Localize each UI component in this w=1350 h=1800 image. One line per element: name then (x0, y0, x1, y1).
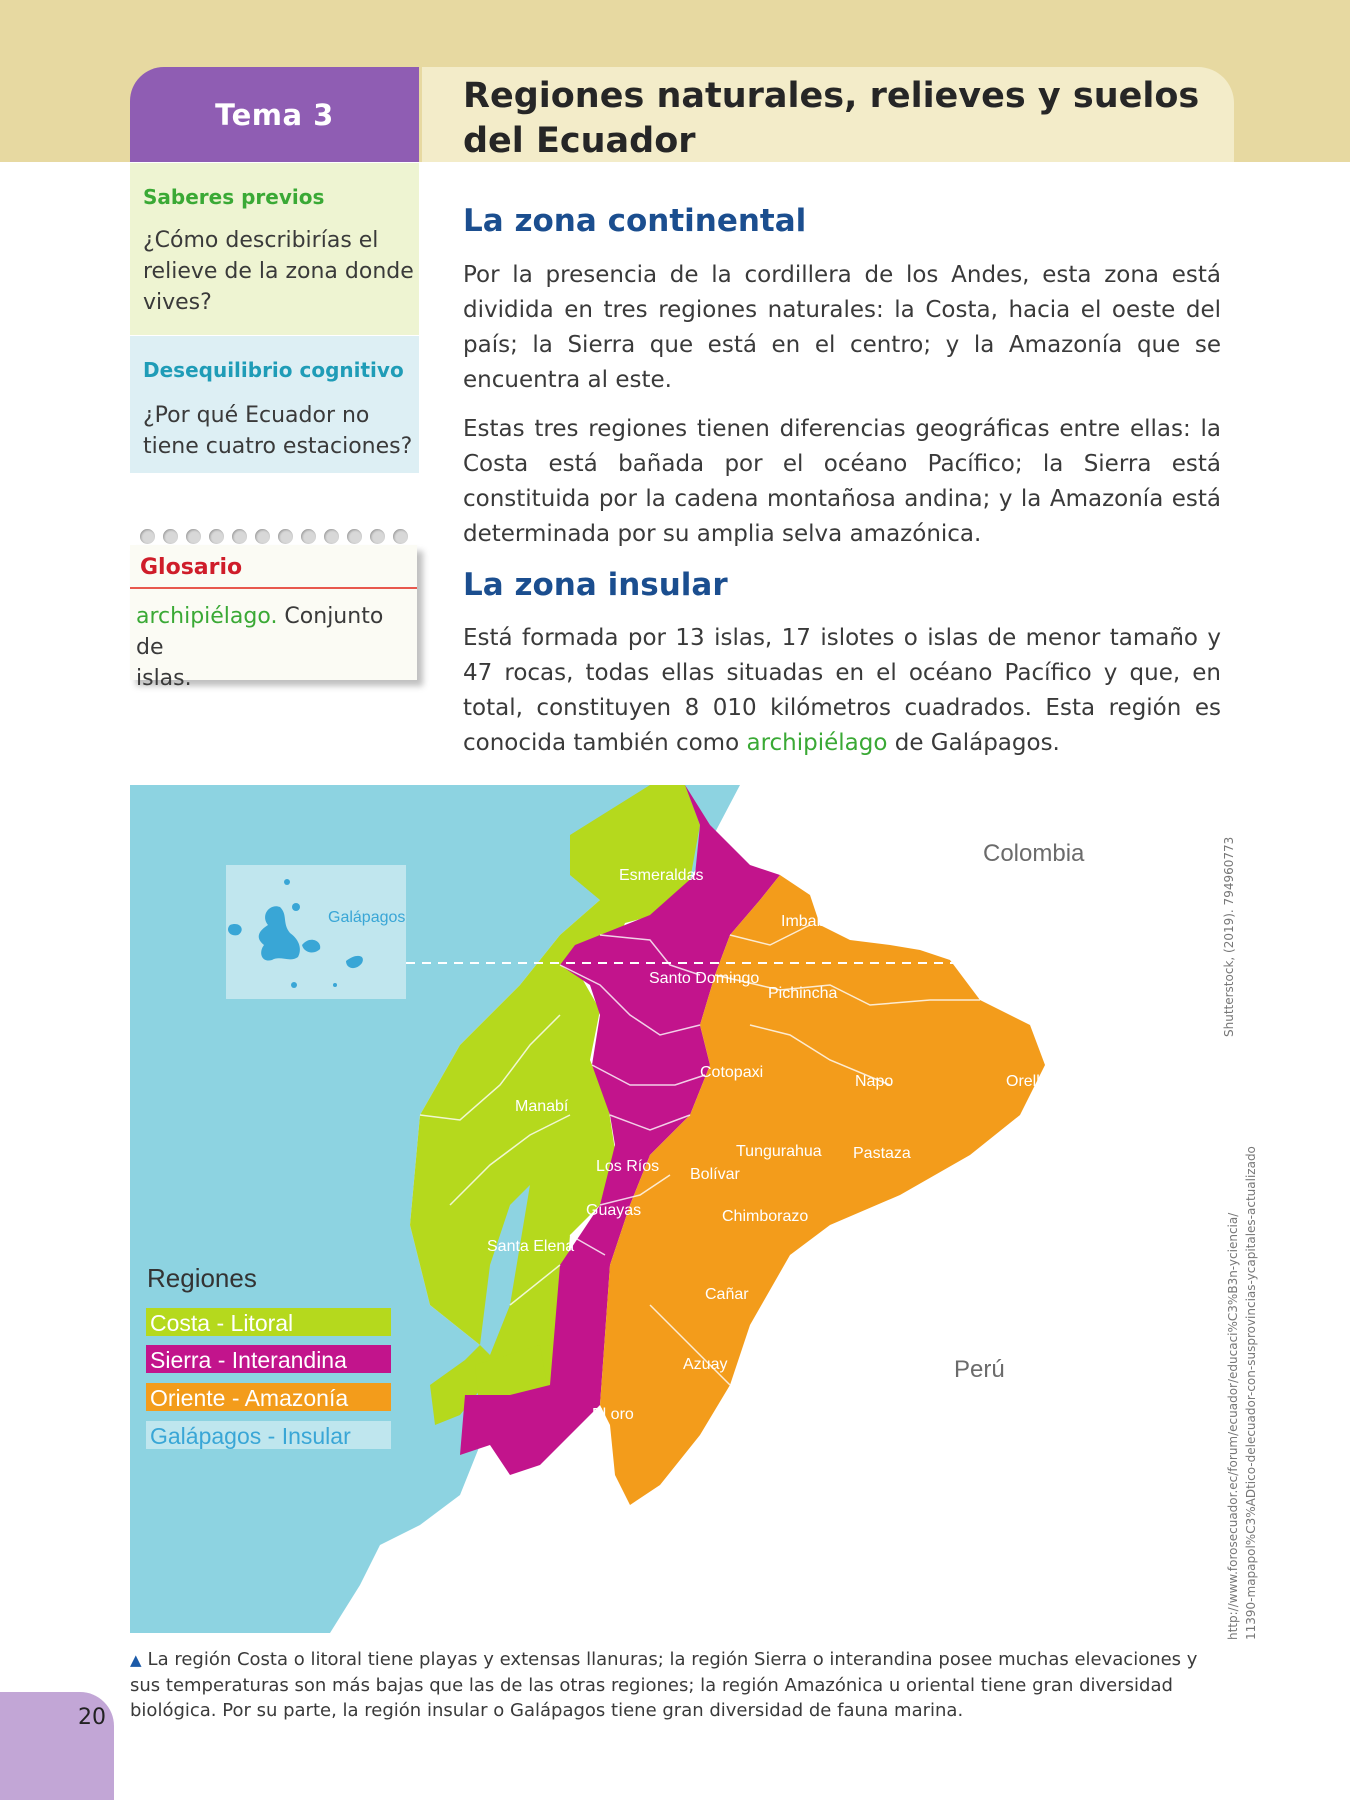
saberes-line-2: relieve de la zona donde (143, 259, 414, 284)
legend-label-galapagos: Galápagos - Insular (150, 1423, 351, 1449)
caption-triangle-icon: ▲ (130, 1651, 142, 1669)
continental-paragraph-2: Estas tres regiones tienen diferencias geográficas entre ellas: la Costa está bañada por el océano Pacífico; la Sierra está constituida por la cadena montañosa andina; y la Amazonía está determinada por su amplia selva amazónica. (463, 416, 1221, 547)
insular-term: archipiélago (746, 730, 888, 756)
province-label: Bolívar (690, 1166, 740, 1183)
province-label: Napo (855, 1073, 894, 1090)
province-label: Orellana (1006, 1073, 1067, 1090)
saberes-line-3: vives? (143, 290, 212, 315)
province-label: El oro (592, 1406, 634, 1423)
glosario-title: Glosario (140, 555, 243, 580)
ring-icon (209, 529, 224, 544)
legend-label-sierra: Sierra - Interandina (150, 1347, 347, 1373)
province-label: Loja (654, 1496, 685, 1513)
province-label: Pichincha (768, 985, 838, 1002)
tema-label: Tema 3 (130, 67, 419, 162)
ring-icon (163, 529, 178, 544)
desequilibrio-title: Desequilibrio cognitivo (143, 358, 404, 382)
ring-icon (324, 529, 339, 544)
galapagos-label: Galápagos (328, 909, 406, 926)
province-label: Pastaza (853, 1145, 911, 1162)
province-label: Esmeraldas (619, 867, 704, 884)
desequilibrio-line-1: ¿Por qué Ecuador no (143, 403, 370, 428)
saberes-previos-box (130, 163, 419, 335)
province-label: Santo Domingo (649, 970, 760, 987)
page-title (463, 74, 1223, 164)
map-caption (130, 1647, 1220, 1723)
ring-icon (186, 529, 201, 544)
island-icon (333, 983, 337, 987)
province-label: Sucumbíos (990, 943, 1071, 960)
page-title-line-2: del Ecuador (463, 121, 696, 161)
province-label: Azuay (683, 1356, 728, 1373)
province-label: Cotopaxi (700, 1064, 764, 1081)
continental-heading: La zona continental (463, 203, 807, 239)
ring-icon (278, 529, 293, 544)
insular-heading: La zona insular (463, 567, 728, 603)
desequilibrio-cognitivo-box (130, 336, 419, 473)
insular-paragraph (463, 621, 1221, 761)
credit-shutterstock: Shutterstock, (2019). 794960773 (1222, 836, 1236, 1037)
caption-text: La región Costa o litoral tiene playas y extensas llanuras; la región Sierra o interandina posee muchas elevaciones y sus temperaturas son más bajas que las de las otras regiones; la región Amazónica u oriental tiene gran diversidad biológica. Por su parte, la región insular o Galápagos tiene gran diversidad de fauna marina. (130, 1649, 1198, 1721)
province-label: Manabí (515, 1098, 569, 1115)
province-label: Morona Santiago (830, 1286, 952, 1303)
glosario-definition-2: islas. (136, 666, 192, 691)
ring-icon (255, 529, 270, 544)
glosario-term: archipiélago. (136, 604, 278, 629)
ring-icon (370, 529, 385, 544)
insular-text-after: de Galápagos. (887, 730, 1060, 756)
island-icon (292, 903, 300, 911)
province-label: Los Ríos (596, 1158, 660, 1175)
continental-paragraph-1: Por la presencia de la cordillera de los Andes, esta zona está dividida en tres regiones naturales: la Costa, hacia el oeste del país; la Sierra que está en el centro; y la Amazonía que se encuentra al este. (463, 262, 1221, 393)
province-label: Santa Elena (487, 1238, 575, 1255)
saberes-line-1: ¿Cómo describirías el (143, 228, 379, 253)
glosario-entry (136, 601, 411, 694)
saberes-previos-title: Saberes previos (143, 185, 325, 209)
province-label: Tungurahua (736, 1143, 822, 1160)
galapagos-inset (226, 865, 406, 999)
glosario-box (130, 545, 417, 691)
province-label: Carchi (840, 887, 887, 904)
peru-label: Perú (954, 1356, 1005, 1383)
page-number: 20 (78, 1705, 106, 1730)
credit-url-2: 11390-mapapol%C3%ADtico-delecuador-con-susprovincias-ycapitales-actualizado (1244, 1146, 1258, 1640)
glosario-divider (130, 587, 417, 589)
glosario-definition-1: Conjunto de (136, 604, 384, 660)
desequilibrio-line-2: tiene cuatro estaciones? (143, 434, 413, 459)
province-label: Chimborazo (722, 1208, 809, 1225)
desequilibrio-text (143, 400, 412, 462)
ring-icon (393, 529, 408, 544)
page-title-line-1: Regiones naturales, relieves y suelos (463, 76, 1200, 116)
credit-url-1: http://www.forosecuador.ec/forum/ecuador/educaci%C3%B3n-yciencia/ (1226, 1212, 1240, 1640)
island-icon (284, 879, 290, 885)
ring-icon (140, 529, 155, 544)
legend-title: Regiones (147, 1263, 257, 1293)
province-label: Guayas (586, 1202, 642, 1219)
ring-icon (347, 529, 362, 544)
province-label: Imbabura (781, 913, 849, 930)
province-label: Cañar (705, 1286, 749, 1303)
legend-label-oriente: Oriente - Amazonía (150, 1385, 349, 1411)
legend-label-costa: Costa - Litoral (150, 1310, 294, 1336)
ring-icon (301, 529, 316, 544)
island-icon (291, 982, 297, 988)
colombia-label: Colombia (983, 840, 1085, 867)
province-label: Zamora Chinchipe (703, 1464, 834, 1481)
ecuador-regions-map (130, 785, 1222, 1633)
insular-text-before: Está formada por 13 islas, 17 islotes o islas de menor tamaño y 47 rocas, todas ellas situadas en el océano Pacífico y que, en total, constituyen 8 010 kilómetros cuadrados. Esta región es conocida también como (463, 625, 1221, 756)
ring-icon (232, 529, 247, 544)
saberes-previos-text (143, 225, 414, 318)
